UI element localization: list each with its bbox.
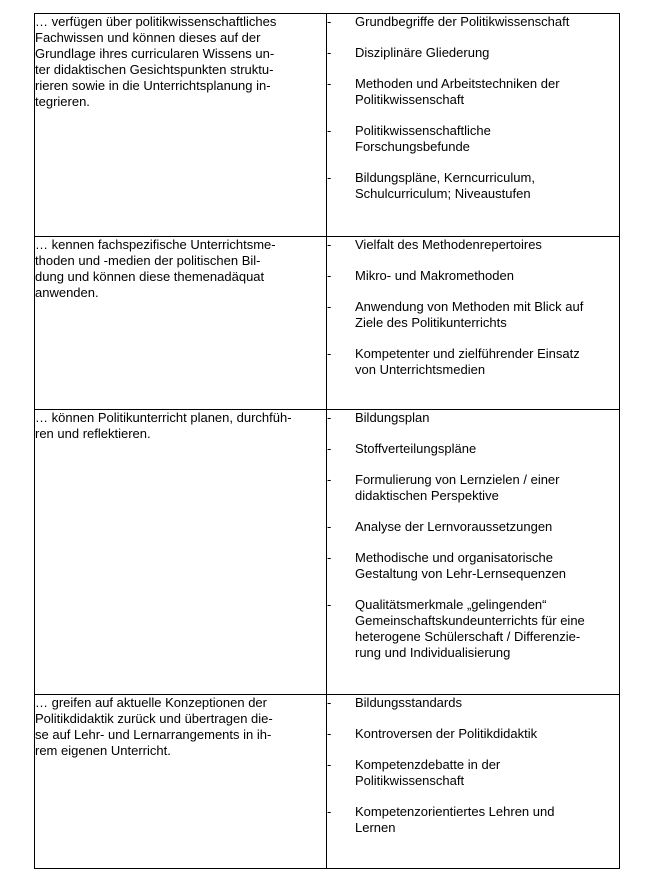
list-item [327, 597, 619, 661]
competence-text-line: … verfügen über politikwissenschaftliches [35, 14, 277, 29]
competence-text-line: Politikdidaktik zurück und übertragen die- [35, 711, 273, 726]
competence-text-line: … können Politikunterricht planen, durchfüh- [35, 410, 292, 425]
dash-bullet: - [327, 726, 332, 741]
list-item-line: Kontroversen der Politikdidaktik [355, 726, 538, 741]
list-item-line: Anwendung von Methoden mit Blick auf [355, 299, 584, 314]
list-item-line: von Unterrichtsmedien [355, 362, 486, 377]
table-row [35, 14, 620, 237]
list-item-line: Forschungsbefunde [355, 139, 470, 154]
dash-bullet: - [327, 299, 332, 314]
dash-bullet: - [327, 237, 332, 252]
list-item-line: Analyse der Lernvoraussetzungen [355, 519, 553, 534]
list-item-line: Stoffverteilungspläne [355, 441, 477, 456]
list-item [327, 472, 619, 504]
table-row [35, 237, 620, 410]
list-item-line: Gestaltung von Lehr-Lernsequenzen [355, 566, 567, 581]
list-item-line: Kompetenter und zielführender Einsatz [355, 346, 580, 361]
dash-bullet: - [327, 472, 332, 487]
list-item-line: Methoden und Arbeitstechniken der [355, 76, 560, 91]
list-item [327, 237, 619, 253]
list-item-line: Schulcurriculum; Niveaustufen [355, 186, 531, 201]
list-item [327, 804, 619, 836]
list-item-line: Lernen [355, 820, 396, 835]
dash-bullet: - [327, 410, 332, 425]
list-item-line: heterogene Schülerschaft / Differenzie- [355, 629, 581, 644]
list-item [327, 550, 619, 582]
topics-cell [327, 410, 620, 695]
dash-bullet: - [327, 804, 332, 819]
list-item [327, 346, 619, 378]
list-item-line: Bildungsstandards [355, 695, 462, 710]
list-item-line: Vielfalt des Methodenrepertoires [355, 237, 542, 252]
list-item [327, 76, 619, 108]
list-item [327, 299, 619, 331]
dash-bullet: - [327, 346, 332, 361]
competence-cell [35, 695, 327, 869]
list-item-line: Formulierung von Lernzielen / einer [355, 472, 560, 487]
list-item-line: Disziplinäre Gliederung [355, 45, 490, 60]
list-item [327, 757, 619, 789]
dash-bullet: - [327, 695, 332, 710]
dash-bullet: - [327, 757, 332, 772]
competence-text-line: se auf Lehr- und Lernarrangements in ih- [35, 727, 272, 742]
competence-text-line: ren und reflektieren. [35, 426, 151, 441]
competence-cell [35, 410, 327, 695]
competence-text-line: rieren sowie in die Unterrichtsplanung in- [35, 78, 271, 93]
dash-bullet: - [327, 268, 332, 283]
list-item-line: Mikro- und Makromethoden [355, 268, 514, 283]
list-item [327, 441, 619, 457]
list-item [327, 410, 619, 426]
list-item [327, 268, 619, 284]
list-item-line: Kompetenzorientiertes Lehren und [355, 804, 555, 819]
table-row [35, 695, 620, 869]
competence-cell [35, 14, 327, 237]
dash-bullet: - [327, 76, 332, 91]
list-item-line: Bildungspläne, Kerncurriculum, [355, 170, 535, 185]
list-item [327, 14, 619, 30]
table-row [35, 410, 620, 695]
list-item-line: Qualitätsmerkmale „gelingenden“ [355, 597, 547, 612]
list-item-line: rung und Individualisierung [355, 645, 511, 660]
competence-text-line: anwenden. [35, 285, 99, 300]
competence-text-line: Grundlage ihres curricularen Wissens un- [35, 46, 275, 61]
dash-bullet: - [327, 441, 332, 456]
list-item-line: Kompetenzdebatte in der [355, 757, 501, 772]
competence-text-line: ter didaktischen Gesichtspunkten struktu- [35, 62, 274, 77]
list-item-line: Grundbegriffe der Politikwissenschaft [355, 14, 570, 29]
list-item-line: Politikwissenschaft [355, 773, 465, 788]
list-item [327, 123, 619, 155]
list-item [327, 519, 619, 535]
dash-bullet: - [327, 14, 332, 29]
list-item-line: Methodische und organisatorische [355, 550, 554, 565]
competence-text-line: dung und können diese themenadäquat [35, 269, 265, 284]
dash-bullet: - [327, 170, 332, 185]
topics-cell [327, 237, 620, 410]
list-item-line: didaktischen Perspektive [355, 488, 499, 503]
dash-bullet: - [327, 597, 332, 612]
list-item [327, 726, 619, 742]
competence-text-line: … kennen fachspezifische Unterrichtsme- [35, 237, 276, 252]
list-item-line: Ziele des Politikunterrichts [355, 315, 507, 330]
list-item-line: Bildungsplan [355, 410, 430, 425]
competence-text-line: thoden und -medien der politischen Bil- [35, 253, 261, 268]
competence-table [34, 13, 620, 869]
list-item-line: Gemeinschaftskundeunterrichts für eine [355, 613, 585, 628]
list-item [327, 695, 619, 711]
list-item-line: Politikwissenschaftliche [355, 123, 491, 138]
topics-cell [327, 14, 620, 237]
list-item [327, 170, 619, 202]
dash-bullet: - [327, 550, 332, 565]
table-body [35, 14, 620, 869]
competence-text-line: tegrieren. [35, 94, 90, 109]
dash-bullet: - [327, 45, 332, 60]
competence-text-line: rem eigenen Unterricht. [35, 743, 171, 758]
list-item-line: Politikwissenschaft [355, 92, 465, 107]
competence-cell [35, 237, 327, 410]
competence-text-line: Fachwissen und können dieses auf der [35, 30, 261, 45]
competence-text-line: … greifen auf aktuelle Konzeptionen der [35, 695, 267, 710]
dash-bullet: - [327, 519, 332, 534]
list-item [327, 45, 619, 61]
topics-cell [327, 695, 620, 869]
dash-bullet: - [327, 123, 332, 138]
